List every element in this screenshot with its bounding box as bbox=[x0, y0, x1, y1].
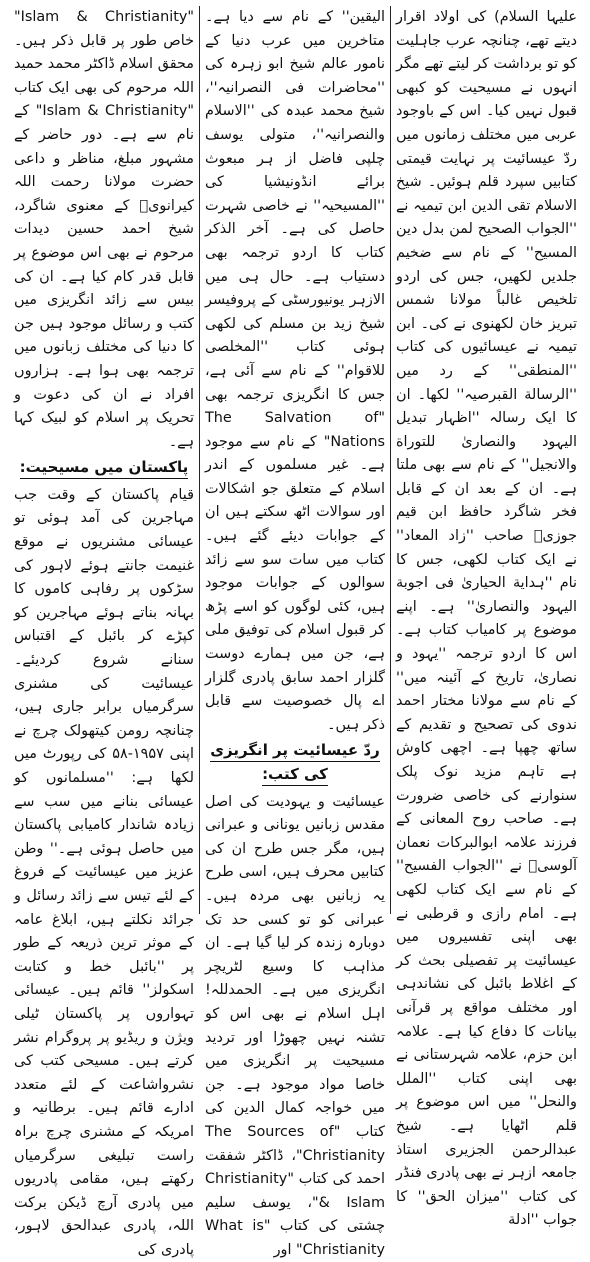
section-heading-english-books bbox=[205, 739, 385, 786]
section-heading-text: ردّ عیسائیت پر انگریزی کی کتب: bbox=[210, 741, 379, 786]
text-column-middle bbox=[200, 6, 391, 1258]
text-column-left bbox=[9, 6, 200, 1258]
column-left-paragraph-1: "Islam & Christianity" خاص طور پر قابل ذکر ہیں۔ محقق اسلام ڈاکٹر محمد حمید اللہ مرحوم کی بھی ایک کتاب "Islam & Christianity" کے نام سے ہے۔ دور حاضر کے مشہور مبلغ، مناظر و داعی حضرت مولانا رحمت اللہ کیرانویؒ کے معنوی شاگرد، شیخ احمد حسین دیدات مرحوم نے بھی اس موضوع پر قابل قدر کام کیا ہے۔ ان کی بیس سے زائد انگریزی میں کتب و رسائل موجود ہیں جن کا دنیا کی مختلف زبانوں میں ترجمہ بھی ہوا ہے۔ ہزاروں افراد نے ان کی دعوت و تحریک پر اسلام کو لبیک کہا ہے۔ bbox=[14, 9, 194, 450]
section-heading-pakistan bbox=[14, 456, 194, 480]
text-column-right bbox=[391, 6, 582, 1229]
column-middle-paragraph-1: الیقین'' کے نام سے دیا ہے۔ متاخرین میں عرب دنیا کے نامور عالم شیخ ابو زہرہ کی ''محاضرات فی النصرانیہ''، شیخ محمد عبدہ کی ''الاسلام والنصرانیہ''، متولی یوسف چلپی فاضل از ہر مبعوث برائے انڈونیشیا کی ''المسیحیہ'' نے خاصی شہرت حاصل کی ہے۔ آخر الذکر کتاب کا اردو ترجمہ بھی دستیاب ہے۔ حال ہی میں الازہر یونیورسٹی کے پروفیسر شیخ زید بن مسلم کی لکھی ہوئی کتاب ''المخلصی للاقوام'' کے نام سے آئی ہے، جس کا انگریزی ترجمہ بھی "The Salvation of Nations" کے نام سے موجود ہے۔ غیر مسلموں کے اندر اسلام کے متعلق جو اشکالات اور سوالات اٹھ سکتے ہیں ان کے جوابات دیئے گئے ہیں۔ کتاب میں سات سو سے زائد سوالوں کے جوابات موجود ہیں، کئی لوگوں کو اسے پڑھ کر قبول اسلام کی توفیق ملی ہے، جن میں ہمارے دوست گلزار احمد سابق پادری گلزار اے پال خصوصیت سے قابل ذکر ہیں۔ bbox=[205, 9, 385, 733]
column-middle-paragraph-2: عیسائیت و یہودیت کی اصل مقدس زبانیں یونانی و عبرانی ہیں، مگر جس طرح ان کی کتابیں محرف ہیں، اسی طرح یہ زبانیں بھی مردہ ہیں۔ عبرانی کو تو کسی حد تک دوبارہ زندہ کر لیا گیا ہے۔ ان مذاہب کا وسیع لٹریچر انگریزی میں ہے۔ الحمدللہ! اہل اسلام نے بھی اس کو تشنہ نہیں چھوڑا اور تردید مسیحیت پر انگریزی میں خاصا مواد موجود ہے۔ جن میں خواجہ کمال الدین کی کتاب "The Sources of Christianity"، ڈاکٹر شفقت احمد کی کتاب "Christianity & Islam"، یوسف سلیم چشتی کی کتاب "What is Christianity" اور bbox=[205, 793, 385, 1258]
column-right-paragraph-1: علیہا السلام) کی اولاد اقرار دیتے تھے، چنانچہ عرب جاہلیت کو تو برداشت کر لیتے تھے مگر انہوں نے مسیحیت کو کبھی قبول نہیں کیا۔ اس کے باوجود عربی میں مختلف زمانوں میں ردّ عیسائیت پر نہایت قیمتی کتابیں سپرد قلم ہوئیں۔ شیخ الاسلام تقی الدین ابن تیمیہ نے ''الجواب الصحیح لمن بدل دین المسیح'' کے نام سے ضخیم جلدیں لکھیں، جس کی اردو تلخیص غالباً مولانا شمس تبریز خان لکھنوی نے کی۔ ابن تیمیہ نے عیسائیوں کی کتاب ''المنطقی'' کے رد میں ''الرسالة القبرصیہ'' لکھا۔ ان کا ایک رسالہ ''اظہار تبدیل الیہود والنصاریٰ للتوراة والانجیل'' کے نام سے بھی ملتا ہے۔ ان کے بعد ان کے قابل فخر شاگرد حافظ ابن قیم جوزیؒ صاحب ''زاد المعاد'' نے ایک کتاب لکھی، جس کا نام ''ہدایة الحیاریٰ فی اجوبة الیہود والنصاریٰ'' ہے۔ اپنے موضوع پر کامیاب کتاب ہے۔ اس کا اردو ترجمہ ''یہود و نصاریٰ، تاریخ کے آئینہ میں'' کے نام سے مولانا مختار احمد ندوی کی تصحیح و تقدیم کے ساتھ چھپا ہے۔ اچھی کاوش ہے تاہم مزید نوک پلک سنوارنے کی خاصی ضرورت ہے۔ صاحب روح المعانی کے فرزند علامہ ابوالبرکات نعمان آلوسیؒ نے ''الجواب الفسیح'' کے نام سے ایک کتاب لکھی ہے۔ امام رازی و قرطبی نے بھی اپنی تفسیروں میں عیسائیت پر تفصیلی بحث کر کے اغلاط بائبل کی نشاندہی اور مختلف مواقع پر قرآنی بیانات کا دفاع کیا ہے۔ علامہ ابن حزم، علامہ شہرستانی نے بھی اپنی کتاب ''الملل والنحل'' میں اس موضوع پر قلم اٹھایا ہے۔ شیخ عبدالرحمن الجزیری استاذ جامعہ ازہر نے بھی پادری فنڈر کی کتاب ''میزان الحق'' کا جواب ''ادلة bbox=[396, 9, 577, 1229]
column-left-paragraph-2: قیام پاکستان کے وقت جب مہاجرین کی آمد ہوئی تو عیسائی مشنریوں نے موقع غنیمت جانتے ہوئے لاہور کی سڑکوں پر رفاہی کاموں کا بہانہ بناتے ہوئے مہاجرین کو کپڑے کر بائبل کے اقتباس سنانے شروع کردیئے۔ عیسائیت کی مشنری سرگرمیاں برابر جاری ہیں، چنانچہ رومن کیتھولک چرچ نے اپنی ۱۹۵۷-۵۸ کی رپورٹ میں لکھا ہے: ''مسلمانوں کو عیسائی بنانے میں سب سے زیادہ شاندار کامیابی پاکستان میں حاصل ہوئی ہے۔'' وطن عزیز میں عیسائیت کے فروغ کے لئے تیس سے زائد رسائل و جرائد نکلتے ہیں، ابلاغ عامہ کے موثر ترین ذریعہ کے طور پر ''بائبل خط و کتابت اسکولز'' قائم ہیں۔ عیسائی تہواروں پر پاکستان ٹیلی ویژن و ریڈیو پر پروگرام نشر کرتے ہیں۔ مسیحی کتب کی نشرواشاعت کے لئے متعدد ادارے قائم ہیں۔ برطانیہ و امریکہ کے مشنری چرچ براہ راست تبلیغی سرگرمیاں رکھتے ہیں، مقامی پادریوں میں پادری آرچ ڈیکن برکت اللہ، پادری عبدالحق لاہور، پادری کی bbox=[14, 486, 194, 1258]
section-heading-text: پاکستان میں مسیحیت: bbox=[20, 458, 189, 479]
